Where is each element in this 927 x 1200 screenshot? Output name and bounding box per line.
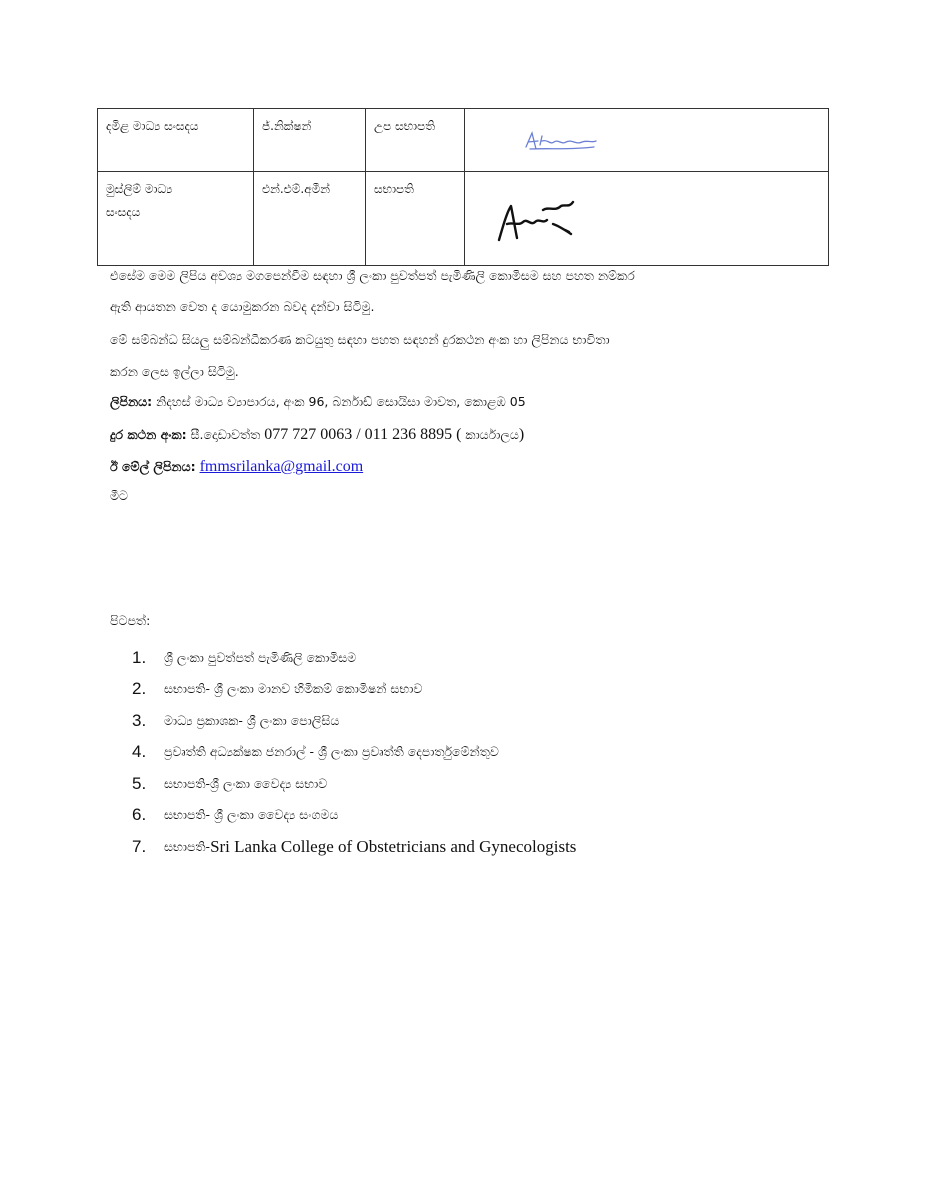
list-number: 7. bbox=[132, 836, 147, 856]
list-text: සභාපති- bbox=[164, 838, 211, 854]
list-item bbox=[132, 768, 576, 800]
list-text: මාධ්‍ය ප්‍රකාශක- ශ්‍රී ලංකා පොලිසිය bbox=[164, 712, 340, 728]
address-line bbox=[110, 393, 526, 411]
signature-image bbox=[495, 192, 595, 247]
paragraph-line: කරන ලෙස ඉල්ලා සිටිමු. bbox=[110, 364, 239, 379]
signature-cell bbox=[465, 109, 829, 172]
address-label: ලිපිනය: bbox=[110, 394, 153, 409]
list-text: ප්‍රවෘත්ති අධ්‍යක්ෂක ජනරාල් - ශ්‍රී ලංකා ප්‍රවෘත්ති දෙපාර්තුමේන්තුව bbox=[164, 744, 499, 760]
list-number: 6. bbox=[132, 805, 147, 825]
list-number: 2. bbox=[132, 679, 147, 699]
list-item bbox=[132, 705, 576, 737]
list-text-english: Sri Lanka College of Obstetricians and Gynecologists bbox=[210, 836, 577, 856]
list-text: ශ්‍රී ලංකා පුවත්පත් පැමිණිලි කොමිසම bbox=[164, 649, 357, 665]
phone-office: කාර්යාලය bbox=[465, 427, 519, 442]
phone-label: දුර කථන අංක: bbox=[110, 427, 187, 442]
paragraph-line: ඇති ආයතන වෙත ද යොමුකරන බවද දන්වා සිටිමු. bbox=[110, 299, 375, 314]
list-number: 5. bbox=[132, 773, 147, 793]
list-text: සභාපති-ශ්‍රී ලංකා වෛද්‍ය සභාව bbox=[164, 775, 328, 791]
copies-heading: පිටපත්: bbox=[110, 613, 151, 628]
list-text: සභාපති- ශ්‍රී ලංකා මානව හිමිකම් කොමිෂන් සභාව bbox=[164, 681, 423, 697]
phone-close: ) bbox=[518, 426, 525, 443]
organisation-cell: දමිළ මාධ්‍ය සංසදය bbox=[98, 109, 254, 172]
list-number: 4. bbox=[132, 742, 147, 762]
list-item bbox=[132, 831, 576, 863]
email-line bbox=[110, 456, 363, 478]
copies-list bbox=[132, 642, 576, 863]
list-number: 3. bbox=[132, 710, 147, 730]
address-value: නිදහස් මාධ්‍ය ව්‍යාපාරය, අංක 96, බර්නාඩ් සොයිසා මාවත, කොළඹ 05 bbox=[152, 394, 526, 409]
position-cell: සභාපති bbox=[366, 172, 465, 266]
email-label: ඊ මේල් ලිපිනය: bbox=[110, 459, 196, 474]
list-item bbox=[132, 800, 576, 832]
list-text: සභාපති- ශ්‍රී ලංකා වෛද්‍ය සංගමය bbox=[164, 807, 339, 823]
table-row bbox=[98, 109, 829, 172]
organisation-line: මුස්ලිම් මාධ්‍ය bbox=[106, 182, 173, 197]
name-cell: එන්.එම්.අමීන් bbox=[254, 172, 366, 266]
phone-value: 077 727 0063 / 011 236 8895 ( bbox=[264, 426, 466, 443]
organisation-line: සංසදය bbox=[106, 205, 141, 220]
position-cell: උප සභාපති bbox=[366, 109, 465, 172]
signature-cell bbox=[465, 172, 829, 266]
list-number: 1. bbox=[132, 647, 147, 667]
phone-name: සී.දොඩාවත්ත bbox=[186, 427, 265, 442]
closing-text: මීට bbox=[110, 488, 128, 503]
organisation-cell bbox=[98, 172, 254, 266]
paragraph-line: මේ සම්බන්ධ සියලු සම්බන්ධීකරණ කටයුතු සඳහා පහත සඳහන් දුරකථන අංක හා ලිපිනය භාවිතා bbox=[110, 332, 610, 347]
signature-table bbox=[97, 108, 829, 266]
phone-line bbox=[110, 424, 524, 446]
list-item bbox=[132, 737, 576, 769]
list-item bbox=[132, 674, 576, 706]
name-cell: ජ්.නික්ෂන් bbox=[254, 109, 366, 172]
table-row bbox=[98, 172, 829, 266]
list-item bbox=[132, 642, 576, 674]
paragraph-line: එසේම මෙම ලිපිය අවශ්‍ය මගපෙන්වීම සඳහා ශ්‍රී ලංකා පුවත්පත් පැමිණිලි කොමිසම සහ පහත නම්කර bbox=[110, 268, 635, 283]
signature-image bbox=[520, 127, 600, 155]
email-link[interactable]: fmmsrilanka@gmail.com bbox=[199, 458, 364, 475]
